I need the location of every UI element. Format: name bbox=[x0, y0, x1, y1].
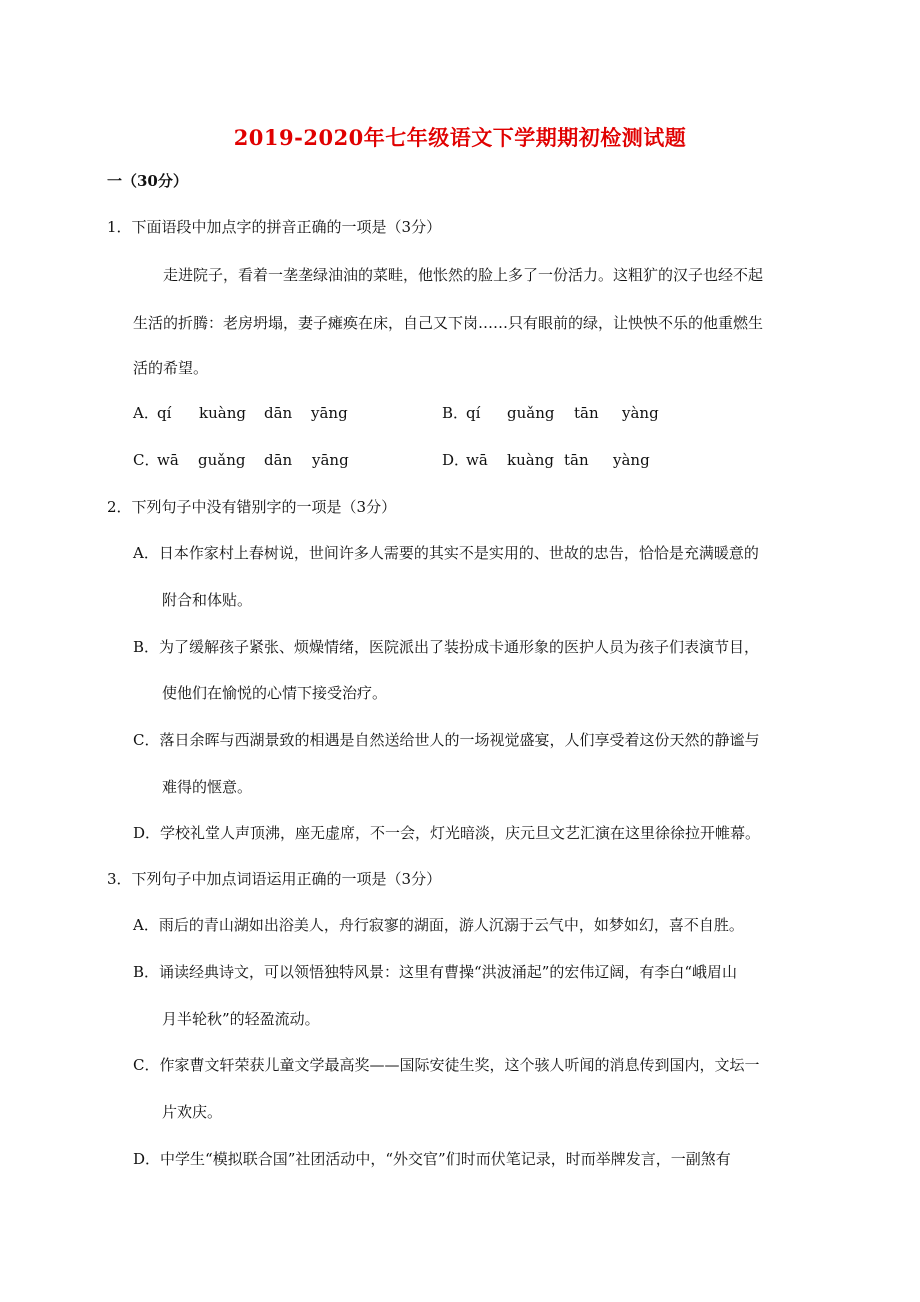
pinyin: dān bbox=[264, 404, 293, 422]
question-1-passage-line-2: 生活的折腾：老房坍塌，妻子瘫痪在床，自己又下岗……只有眼前的绿，让怏怏不乐的他重燃生 bbox=[133, 314, 764, 332]
pinyin: qí bbox=[157, 404, 172, 422]
pinyin: yàng bbox=[613, 451, 650, 469]
question-3-option-a: A．雨后的青山湖如出浴美人，舟行寂寥的湖面，游人沉溺于云气中，如梦如幻，喜不自胜。 bbox=[133, 916, 744, 934]
pinyin: yāng bbox=[312, 451, 349, 469]
question-2-option-c-line-2: 难得的惬意。 bbox=[162, 778, 253, 796]
question-2-option-b-line-2: 使他们在愉悦的心情下接受治疗。 bbox=[162, 684, 388, 702]
question-2-option-a-line-1: A．日本作家村上春树说，世间许多人需要的其实不是实用的、世故的忠告，恰恰是充满暖意的 bbox=[133, 544, 759, 562]
pinyin: dān bbox=[264, 451, 293, 469]
pinyin: tān bbox=[574, 404, 599, 422]
question-2-option-a-line-2: 附合和体贴。 bbox=[162, 591, 253, 609]
pinyin: kuàng bbox=[199, 404, 246, 422]
section-heading: 一（30分） bbox=[107, 172, 188, 190]
question-3-stem: 3．下列句子中加点词语运用正确的一项是（3分） bbox=[107, 870, 442, 888]
question-2-option-b-line-1: B．为了缓解孩子紧张、烦燥情绪，医院派出了装扮成卡通形象的医护人员为孩子们表演节目， bbox=[133, 638, 760, 656]
pinyin: wā bbox=[157, 451, 179, 469]
pinyin: yāng bbox=[311, 404, 348, 422]
question-2-option-d: D．学校礼堂人声顶沸，座无虚席，不一会，灯光暗淡，庆元旦文艺汇演在这里徐徐拉开帷幕。 bbox=[133, 824, 761, 842]
pinyin: guǎng bbox=[507, 404, 555, 422]
pinyin: kuàng bbox=[507, 451, 554, 469]
question-1-stem: 1．下面语段中加点字的拼音正确的一项是（3分） bbox=[107, 218, 442, 236]
option-label: B． bbox=[442, 404, 469, 422]
option-label: C． bbox=[133, 451, 160, 469]
question-3-option-d: D．中学生“模拟联合国”社团活动中，“外交官”们时而伏笔记录，时而举牌发言，一副煞有 bbox=[133, 1150, 731, 1168]
question-1-option-b bbox=[442, 406, 659, 421]
question-2-stem: 2．下列句子中没有错别字的一项是（3分） bbox=[107, 498, 397, 516]
question-1-option-a bbox=[133, 406, 348, 421]
question-1-passage-line-1: 走进院子，看着一垄垄绿油油的菜畦，他怅然的脸上多了一份活力。这粗犷的汉子也经不起 bbox=[163, 266, 764, 284]
pinyin: tān bbox=[564, 451, 589, 469]
question-3-option-b-line-2: 月半轮秋”的轻盈流动。 bbox=[162, 1010, 320, 1028]
option-label: D． bbox=[442, 451, 470, 469]
pinyin: wā bbox=[466, 451, 488, 469]
question-2-option-c-line-1: C．落日余晖与西湖景致的相遇是自然送给世人的一场视觉盛宴，人们享受着这份天然的静谧与 bbox=[133, 731, 760, 749]
question-3-option-c-line-2: 片欢庆。 bbox=[162, 1103, 223, 1121]
option-label: A． bbox=[133, 404, 159, 422]
document-title: 2019-2020年七年级语文下学期期初检测试题 bbox=[233, 125, 687, 150]
question-3-option-c-line-1: C．作家曹文轩荣获儿童文学最高奖——国际安徒生奖，这个骇人听闻的消息传到国内，文坛一 bbox=[133, 1056, 760, 1074]
question-1-passage-line-3: 活的希望。 bbox=[133, 359, 209, 377]
pinyin: guǎng bbox=[198, 451, 246, 469]
pinyin: qí bbox=[466, 404, 481, 422]
question-3-option-b-line-1: B．诵读经典诗文，可以领悟独特风景：这里有曹操“洪波涌起”的宏伟辽阔，有李白“峨眉山 bbox=[133, 963, 738, 981]
question-1-option-c bbox=[133, 453, 349, 468]
question-1-option-d bbox=[442, 453, 650, 468]
pinyin: yàng bbox=[622, 404, 659, 422]
